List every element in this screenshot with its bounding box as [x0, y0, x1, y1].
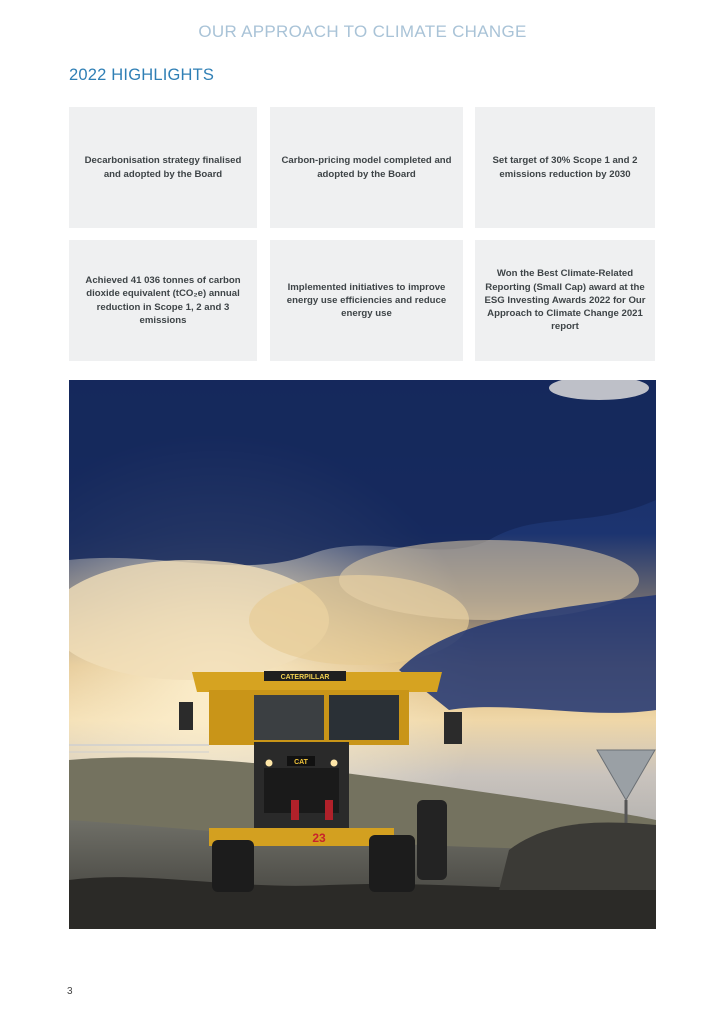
highlight-text: Decarbonisation strategy finalised and adopted by the Board: [84, 155, 242, 180]
highlight-text: Implemented initiatives to improve energy use efficiencies and reduce energy use: [286, 281, 447, 320]
highlight-text: Carbon-pricing model completed and adopted by the Board: [281, 155, 452, 180]
highlight-text: Won the Best Climate-Related Reporting (Small Cap) award at the ESG Investing Awards 2022 for Our Approach to Climate Change 2021 report: [484, 268, 646, 333]
highlight-card: [270, 240, 463, 361]
highlight-card: [69, 240, 257, 361]
highlight-text: Achieved 41 036 tonnes of carbon dioxide equivalent (tCO₂e) annual reduction in Scope 1, 2 and 3 emissions: [85, 274, 241, 326]
grille-badge: CAT: [294, 759, 308, 766]
truck-brand-label: CATERPILLAR: [280, 674, 330, 681]
section-title: 2022 HIGHLIGHTS: [69, 66, 215, 84]
highlight-card: [475, 107, 655, 228]
truck-number: 23: [312, 831, 326, 845]
highlight-card: [475, 240, 655, 361]
page-header-title: OUR APPROACH TO CLIMATE CHANGE: [198, 22, 527, 41]
highlight-card: [270, 107, 463, 228]
page-number: 3: [67, 986, 73, 997]
mining-truck-photo: [69, 380, 656, 929]
highlight-text: Set target of 30% Scope 1 and 2 emissions reduction by 2030: [492, 155, 638, 180]
highlight-card: [69, 107, 257, 228]
